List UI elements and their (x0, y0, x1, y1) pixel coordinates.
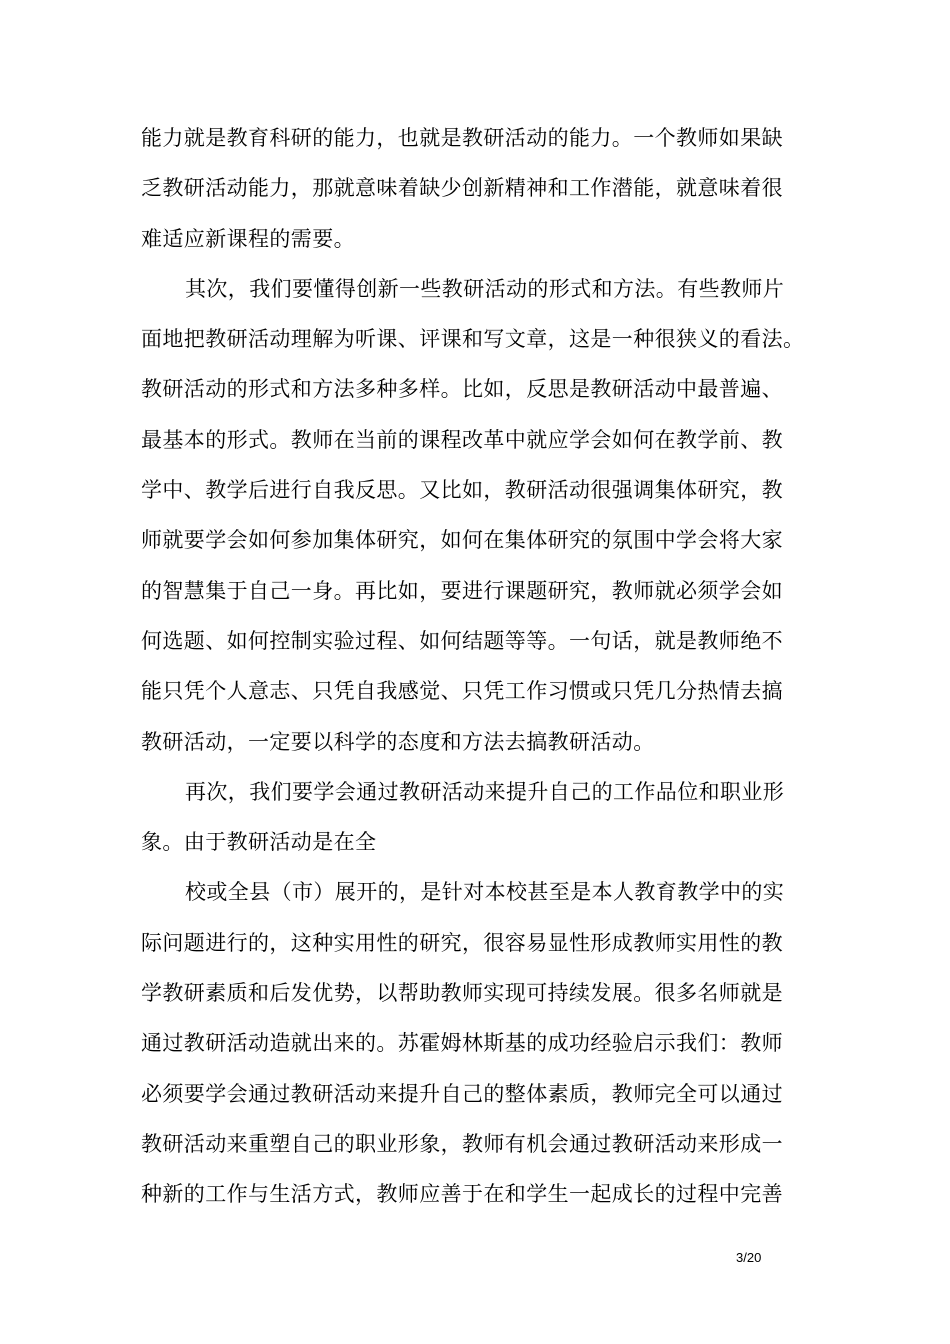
text-line: 通过教研活动造就出来的。苏霍姆林斯基的成功经验启示我们：教师 (141, 1031, 783, 1056)
text-line: 能力就是教育科研的能力，也就是教研活动的能力。一个教师如果缺 (141, 126, 783, 150)
text-line: 师就要学会如何参加集体研究，如何在集体研究的氛围中学会将大家 (141, 528, 783, 553)
text-line: 际问题进行的，这种实用性的研究，很容易显性形成教师实用性的教 (141, 930, 783, 955)
text-line: 学中、教学后进行自我反思。又比如，教研活动很强调集体研究，教 (141, 478, 783, 503)
text-line: 的智慧集于自己一身。再比如，要进行课题研究，教师就必须学会如 (141, 578, 783, 603)
text-line: 教研活动来重塑自己的职业形象，教师有机会通过教研活动来形成一 (141, 1131, 783, 1156)
text-line: 面地把教研活动理解为听课、评课和写文章，这是一种很狭义的看法。 (141, 327, 805, 352)
text-line: 其次，我们要懂得创新一些教研活动的形式和方法。有些教师片 (185, 276, 785, 301)
text-line: 种新的工作与生活方式，教师应善于在和学生一起成长的过程中完善 (141, 1182, 783, 1207)
text-line: 再次，我们要学会通过教研活动来提升自己的工作品位和职业形 (185, 779, 785, 804)
page-number: 3/20 (736, 1250, 762, 1265)
text-line: 能只凭个人意志、只凭自我感觉、只凭工作习惯或只凭几分热情去搞 (141, 679, 783, 704)
text-line: 教研活动的形式和方法多种多样。比如，反思是教研活动中最普遍、 (141, 377, 783, 402)
text-line: 象。由于教研活动是在全 (141, 830, 377, 855)
text-line: 校或全县（市）展开的，是针对本校甚至是本人教育教学中的实 (185, 880, 785, 905)
text-line: 最基本的形式。教师在当前的课程改革中就应学会如何在教学前、教 (141, 427, 783, 452)
text-line: 难适应新课程的需要。 (141, 226, 355, 251)
text-line: 何选题、如何控制实验过程、如何结题等等。一句话，就是教师绝不 (141, 628, 783, 653)
text-line: 乏教研活动能力，那就意味着缺少创新精神和工作潜能，就意味着很 (141, 176, 783, 201)
body-text (141, 113, 831, 1220)
text-line: 教研活动，一定要以科学的态度和方法去搞教研活动。 (141, 729, 655, 754)
text-line: 学教研素质和后发优势，以帮助教师实现可持续发展。很多名师就是 (141, 981, 783, 1006)
text-line: 必须要学会通过教研活动来提升自己的整体素质，教师完全可以通过 (141, 1081, 783, 1106)
